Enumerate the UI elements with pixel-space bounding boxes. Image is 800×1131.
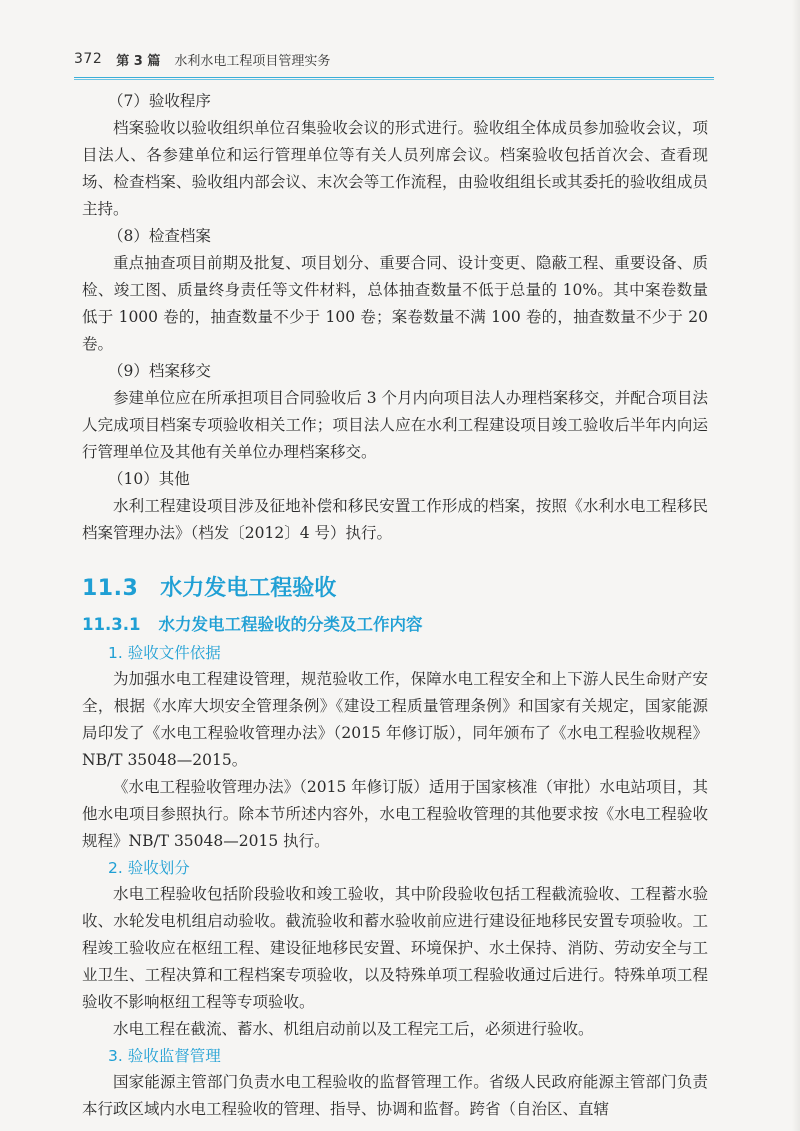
page-number: 372 <box>74 51 103 67</box>
section-heading <box>82 574 708 604</box>
item-paragraph-7: 档案验收以验收组织单位召集验收会议的形式进行。验收组全体成员参加验收会议，项目法人、各参建单位和运行管理单位等有关人员列席会议。档案验收包括首次会、查看现场、检查档案、验收组内部会议、末次会等工作流程，由验收组组长或其委托的验收组成员主持。 <box>82 119 708 218</box>
subsection-title: 水力发电工程验收的分类及工作内容 <box>158 615 423 634</box>
item-paragraph-10: 水利工程建设项目涉及征地补偿和移民安置工作形成的档案，按照《水利水电工程移民档案管理办法》（档发〔2012〕4 号）执行。 <box>82 497 708 542</box>
paragraph-acceptance-supervision-1: 国家能源主管部门负责水电工程验收的监督管理工作。省级人民政府能源主管部门负责本行政区域内水电工程验收的管理、指导、协调和监督。跨省（自治区、直辖 <box>82 1073 708 1118</box>
heading-acceptance-division: 2. 验收划分 <box>108 859 190 877</box>
header-rule <box>74 77 714 79</box>
heading-acceptance-basis: 1. 验收文件依据 <box>108 644 221 662</box>
page-body <box>82 88 708 1123</box>
item-paragraph-8: 重点抽查项目前期及批复、项目划分、重要合同、设计变更、隐蔽工程、重要设备、质检、竣工图、质量终身责任等文件材料，总体抽查数量不低于总量的 10%。其中案卷数量低于 1000 卷的，抽查数量不少于 100 卷；案卷数量不满 100 卷的，抽查数量不少于 20 卷。 <box>82 254 708 353</box>
item-heading-9: （9）档案移交 <box>108 362 211 380</box>
page-edge-shadow <box>792 0 800 1131</box>
paragraph-acceptance-division-1: 水电工程验收包括阶段验收和竣工验收，其中阶段验收包括工程截流验收、工程蓄水验收、水轮发电机组启动验收。截流验收和蓄水验收前应进行建设征地移民安置专项验收。工程竣工验收应在枢纽工程、建设征地移民安置、环境保护、水土保持、消防、劳动安全与工业卫生、工程决算和工程档案专项验收，以及特殊单项工程验收通过后进行。特殊单项工程验收不影响枢纽工程等专项验收。 <box>82 885 708 1011</box>
item-heading-8: （8）检查档案 <box>108 227 211 245</box>
item-heading-10: （10）其他 <box>108 470 190 488</box>
section-number: 11.3 <box>82 576 139 601</box>
subsection-number: 11.3.1 <box>82 615 141 634</box>
item-paragraph-9: 参建单位应在所承担项目合同验收后 3 个月内向项目法人办理档案移交，并配合项目法人完成项目档案专项验收相关工作；项目法人应在水利工程建设项目竣工验收后半年内向运行管理单位及其他有关单位办理档案移交。 <box>82 389 708 461</box>
section-title: 水力发电工程验收 <box>160 576 337 601</box>
part-label: 第 3 篇 <box>116 53 161 69</box>
paragraph-acceptance-basis-2: 《水电工程验收管理办法》（2015 年修订版）适用于国家核准（审批）水电站项目，其他水电项目参照执行。除本节所述内容外，水电工程验收管理的其他要求按《水电工程验收规程》NB/T 35048—2015 执行。 <box>82 778 708 850</box>
subsection-heading <box>82 612 708 638</box>
running-header <box>74 44 714 74</box>
item-heading-7: （7）验收程序 <box>108 92 211 110</box>
heading-acceptance-supervision: 3. 验收监督管理 <box>108 1047 221 1065</box>
paragraph-acceptance-division-2: 水电工程在截流、蓄水、机组启动前以及工程完工后，必须进行验收。 <box>113 1020 594 1038</box>
paragraph-acceptance-basis-1: 为加强水电工程建设管理，规范验收工作，保障水电工程安全和上下游人民生命财产安全，根据《水库大坝安全管理条例》《建设工程质量管理条例》和国家有关规定，国家能源局印发了《水电工程验收管理办法》（2015 年修订版），同年颁布了《水电工程验收规程》NB/T 35048—2015。 <box>82 670 708 769</box>
part-title: 水利水电工程项目管理实务 <box>174 53 331 69</box>
